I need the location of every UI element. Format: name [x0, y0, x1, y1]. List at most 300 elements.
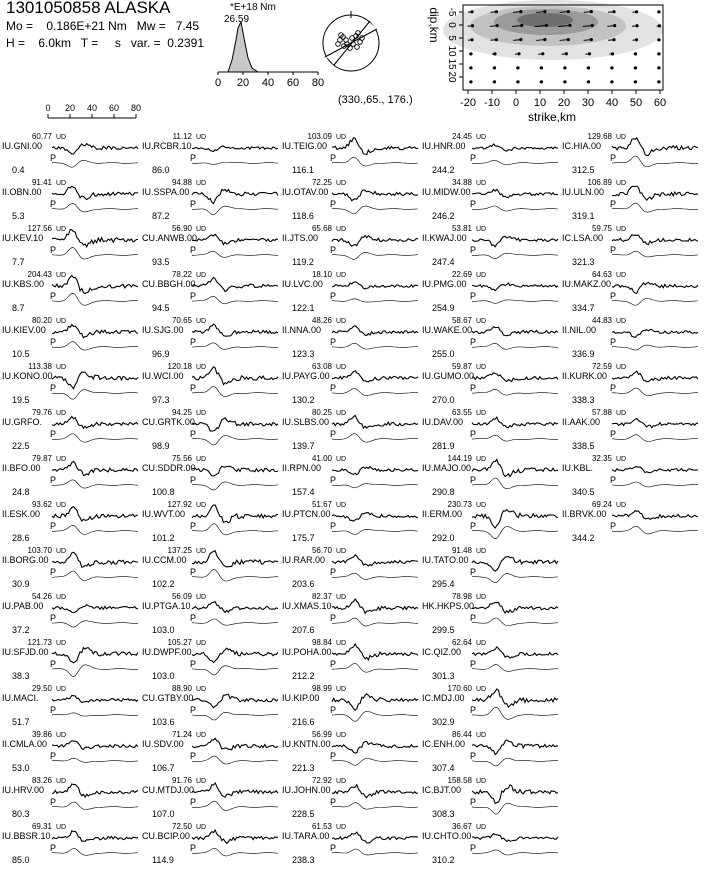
station-name: IU.DAV.00	[422, 417, 464, 427]
observed-waveform	[192, 738, 278, 750]
station-component: UD	[196, 318, 207, 325]
station-amplitude: 58.67	[451, 316, 472, 325]
station-azimuth: 22.5	[12, 441, 30, 451]
station-panel	[2, 592, 138, 635]
station-azimuth: 97.3	[152, 395, 170, 405]
station-panel	[422, 454, 558, 497]
synthetic-waveform	[332, 529, 418, 534]
station-component: UD	[476, 594, 487, 601]
station-component: UD	[476, 732, 487, 739]
stf-tick-label: 40	[261, 77, 275, 89]
station-phase: P	[50, 153, 57, 163]
station-phase: P	[330, 199, 337, 209]
station-phase: P	[470, 613, 477, 623]
observed-waveform	[52, 461, 138, 475]
observed-waveform	[472, 417, 558, 428]
station-phase: P	[190, 567, 197, 577]
station-phase: P	[190, 613, 197, 623]
station-phase: P	[50, 751, 57, 761]
station-component: UD	[336, 548, 347, 555]
station-amplitude: 48.26	[311, 316, 332, 325]
station-phase: P	[190, 797, 197, 807]
station-phase: P	[610, 153, 617, 163]
station-panel	[2, 178, 138, 221]
station-component: UD	[56, 594, 67, 601]
station-panel	[142, 178, 278, 221]
station-phase: P	[50, 429, 57, 439]
station-panel	[282, 592, 418, 635]
station-azimuth: 51.7	[12, 717, 30, 727]
station-azimuth: 292.0	[432, 533, 455, 543]
station-panel	[422, 224, 558, 267]
synthetic-waveform	[52, 621, 138, 627]
station-name: CU.GTBY.00	[142, 693, 194, 703]
synthetic-waveform	[472, 435, 558, 441]
station-name: IU.TATO.00	[422, 555, 469, 565]
station-phase: P	[190, 429, 197, 439]
observed-waveform	[332, 190, 418, 201]
station-azimuth: 102.2	[152, 579, 175, 589]
mechanism-label: (330.,65., 176.)	[338, 94, 413, 106]
station-panel	[2, 362, 138, 405]
synthetic-waveform	[472, 206, 558, 211]
station-amplitude: 71.24	[171, 730, 192, 739]
observed-waveform	[332, 236, 418, 247]
station-component: UD	[476, 318, 487, 325]
synthetic-waveform	[332, 252, 418, 259]
station-amplitude: 32.35	[591, 454, 612, 463]
station-panel	[142, 638, 278, 681]
station-panel	[2, 546, 138, 589]
station-component: UD	[196, 686, 207, 693]
station-azimuth: 93.5	[152, 257, 170, 267]
station-azimuth: 87.2	[152, 211, 170, 221]
synthetic-waveform	[52, 160, 138, 167]
station-panel	[562, 500, 698, 543]
station-azimuth: 116.1	[292, 165, 314, 175]
station-panel	[422, 684, 558, 727]
station-panel	[2, 500, 138, 543]
observed-waveform	[192, 277, 278, 291]
station-name: IU.KONO.00	[2, 371, 53, 381]
station-azimuth: 28.6	[12, 533, 30, 543]
station-component: UD	[616, 502, 627, 509]
station-component: UD	[476, 364, 487, 371]
station-phase: P	[330, 567, 337, 577]
station-panel	[562, 316, 698, 359]
station-phase: P	[330, 429, 337, 439]
slip-ytick: -5	[446, 7, 457, 17]
scale-tick-label: 60	[108, 103, 120, 113]
station-name: CU.BBGH.00	[142, 279, 196, 289]
synthetic-waveform	[332, 618, 418, 626]
observed-waveform	[612, 186, 698, 200]
station-phase: P	[470, 567, 477, 577]
station-name: IU.CHTO.00	[422, 831, 472, 841]
synthetic-waveform	[472, 803, 558, 814]
station-amplitude: 106.89	[587, 178, 612, 187]
observed-waveform	[192, 234, 278, 244]
station-phase: P	[470, 843, 477, 853]
station-phase: P	[330, 797, 337, 807]
station-azimuth: 338.3	[572, 395, 595, 405]
station-phase: P	[330, 843, 337, 853]
slip-ylabel: dip,km	[427, 7, 441, 43]
station-phase: P	[470, 521, 477, 531]
station-phase: P	[50, 291, 57, 301]
synthetic-waveform	[52, 758, 138, 762]
station-component: UD	[616, 410, 627, 417]
synthetic-waveform	[192, 435, 278, 445]
station-panel	[562, 224, 698, 267]
station-component: UD	[196, 226, 207, 233]
synthetic-waveform	[192, 524, 278, 535]
time-scale	[45, 103, 141, 118]
station-amplitude: 80.20	[31, 316, 52, 325]
station-azimuth: 103.6	[152, 717, 175, 727]
station-azimuth: 85.0	[12, 855, 30, 865]
station-amplitude: 120.18	[167, 362, 192, 371]
station-azimuth: 157.4	[292, 487, 315, 497]
station-phase: P	[50, 797, 57, 807]
observed-waveform	[472, 647, 558, 658]
station-component: UD	[616, 180, 627, 187]
station-amplitude: 65.68	[311, 224, 332, 233]
station-panel	[2, 132, 138, 175]
synthetic-waveform	[332, 299, 418, 302]
station-component: UD	[56, 364, 67, 371]
observed-waveform	[52, 741, 138, 750]
station-name: II.KWAJ.00	[422, 233, 467, 243]
synthetic-waveform	[612, 156, 698, 167]
synthetic-waveform	[52, 665, 138, 677]
observed-waveform	[192, 783, 278, 797]
slip-xtick: 30	[581, 97, 595, 109]
station-component: UD	[56, 226, 67, 233]
station-component: UD	[196, 364, 207, 371]
source-time-function	[215, 22, 324, 89]
observed-waveform	[472, 373, 558, 382]
station-azimuth: 107.0	[152, 809, 175, 819]
station-panel	[422, 270, 558, 313]
slip-map	[427, 0, 666, 124]
station-component: UD	[336, 640, 347, 647]
station-amplitude: 18.10	[311, 270, 332, 279]
station-amplitude: 86.44	[451, 730, 472, 739]
station-phase: P	[470, 429, 477, 439]
synthetic-waveform	[612, 203, 698, 212]
station-name: IU.SLBS.00	[282, 417, 330, 427]
synthetic-waveform	[52, 480, 138, 488]
station-amplitude: 56.70	[311, 546, 332, 555]
station-component: UD	[56, 134, 67, 141]
station-panel	[422, 546, 558, 589]
station-azimuth: 221.3	[292, 763, 315, 773]
station-azimuth: 281.9	[432, 441, 455, 451]
observed-waveform	[332, 282, 418, 289]
station-component: UD	[196, 180, 207, 187]
station-component: UD	[336, 318, 347, 325]
observed-waveform	[472, 740, 558, 755]
station-amplitude: 204.43	[27, 270, 52, 279]
station-panel	[142, 684, 278, 727]
station-amplitude: 78.98	[451, 592, 472, 601]
station-panel	[562, 178, 698, 221]
synthetic-waveform	[472, 758, 558, 765]
station-panel	[422, 822, 558, 865]
station-panel	[142, 500, 278, 543]
station-phase: P	[610, 245, 617, 255]
station-panel	[422, 776, 558, 819]
synthetic-waveform	[612, 482, 698, 487]
station-panel	[2, 270, 138, 313]
station-name: IU.BBSR.10	[2, 831, 51, 841]
station-component: UD	[196, 548, 207, 555]
synthetic-waveform	[472, 850, 558, 855]
synthetic-waveform	[332, 803, 418, 810]
station-amplitude: 230.73	[447, 500, 472, 509]
station-component: UD	[336, 502, 347, 509]
station-name: II.BFO.00	[2, 463, 41, 473]
station-name: IU.MIDW.00	[422, 187, 471, 197]
station-phase: P	[330, 383, 337, 393]
station-amplitude: 69.24	[591, 500, 612, 509]
stf-unit: *E+18 Nm	[230, 2, 276, 13]
station-component: UD	[616, 318, 627, 325]
station-name: II.BORG.00	[2, 555, 49, 565]
station-panel	[282, 546, 418, 589]
station-phase: P	[190, 245, 197, 255]
observed-waveform	[192, 694, 278, 708]
station-phase: P	[330, 291, 337, 301]
station-name: II.NNA.00	[282, 325, 322, 335]
station-component: UD	[476, 410, 487, 417]
synthetic-waveform	[52, 342, 138, 350]
scale-tick-label: 80	[130, 103, 142, 113]
synthetic-waveform	[192, 386, 278, 396]
station-phase: P	[470, 797, 477, 807]
synthetic-waveform	[332, 157, 418, 166]
synthetic-waveform	[612, 526, 698, 534]
station-azimuth: 290.8	[432, 487, 455, 497]
observed-waveform	[332, 741, 418, 753]
observed-waveform	[472, 557, 558, 572]
station-name: IU.POHA.00	[282, 647, 332, 657]
station-phase: P	[330, 521, 337, 531]
station-name: IU.GUMO.00	[422, 371, 475, 381]
station-amplitude: 72.59	[591, 362, 612, 371]
station-component: UD	[56, 272, 67, 279]
station-azimuth: 340.5	[572, 487, 595, 497]
station-component: UD	[336, 364, 347, 371]
station-phase: P	[190, 751, 197, 761]
station-azimuth: 37.2	[12, 625, 30, 635]
station-azimuth: 119.2	[292, 257, 314, 267]
station-azimuth: 114.9	[152, 855, 174, 865]
station-panel	[282, 776, 418, 819]
observed-waveform	[612, 282, 698, 293]
observed-waveform	[192, 324, 278, 336]
synthetic-waveform	[52, 390, 138, 400]
station-amplitude: 24.45	[451, 132, 472, 141]
station-panel	[282, 178, 418, 221]
station-panel	[282, 408, 418, 451]
station-component: UD	[336, 180, 347, 187]
station-panel	[422, 638, 558, 681]
synthetic-waveform	[332, 663, 418, 672]
station-component: UD	[476, 548, 487, 555]
synthetic-waveform	[52, 293, 138, 305]
station-name: IC.ENH.00	[422, 739, 466, 749]
station-name: IU.KIP.00	[282, 693, 320, 703]
synthetic-waveform	[332, 573, 418, 579]
station-name: IU.XMAS.10	[282, 601, 332, 611]
synthetic-waveform	[472, 253, 558, 259]
station-component: UD	[56, 824, 67, 831]
station-panel	[282, 730, 418, 773]
station-phase: P	[190, 521, 197, 531]
station-name: II.BRVK.00	[562, 509, 607, 519]
station-panel	[562, 362, 698, 405]
station-phase: P	[50, 199, 57, 209]
station-name: IU.OTAV.00	[282, 187, 329, 197]
station-name: IU.SDV.00	[142, 739, 184, 749]
synthetic-waveform	[472, 526, 558, 538]
station-azimuth: 319.1	[572, 211, 595, 221]
station-name: IU.GRFO.	[2, 417, 42, 427]
slip-xtick: 20	[557, 97, 571, 109]
stf-tick-label: 80	[311, 77, 325, 89]
observed-waveform	[52, 325, 138, 338]
station-phase: P	[330, 153, 337, 163]
station-amplitude: 91.48	[451, 546, 472, 555]
station-panel	[422, 178, 558, 221]
station-azimuth: 118.6	[292, 211, 314, 221]
observed-waveform	[332, 694, 418, 710]
station-azimuth: 238.3	[292, 855, 315, 865]
synthetic-waveform	[612, 345, 698, 350]
station-azimuth: 130.2	[292, 395, 315, 405]
slip-xtick: 60	[653, 97, 667, 109]
station-amplitude: 79.76	[31, 408, 52, 417]
slip-xtick: -20	[460, 97, 476, 109]
observed-waveform	[192, 146, 278, 151]
synthetic-waveform	[472, 707, 558, 719]
station-azimuth: 53.0	[12, 763, 30, 773]
synthetic-waveform	[192, 756, 278, 764]
station-azimuth: 19.5	[12, 395, 30, 405]
station-phase: P	[470, 659, 477, 669]
station-azimuth: 301.3	[432, 671, 455, 681]
station-azimuth: 310.2	[432, 855, 455, 865]
station-amplitude: 80.25	[311, 408, 332, 417]
station-component: UD	[196, 640, 207, 647]
station-amplitude: 70.65	[171, 316, 192, 325]
station-name: IU.ULN.00	[562, 187, 605, 197]
slip-ytick: 20	[446, 71, 457, 83]
station-panel	[422, 408, 558, 451]
station-name: II.JTS.00	[282, 233, 319, 243]
station-azimuth: 100.8	[152, 487, 175, 497]
synthetic-waveform	[472, 665, 558, 672]
station-component: UD	[56, 318, 67, 325]
station-amplitude: 44.83	[591, 316, 612, 325]
station-name: II.ERM.00	[422, 509, 463, 519]
station-azimuth: 175.7	[292, 533, 315, 543]
station-amplitude: 93.62	[31, 500, 52, 509]
station-azimuth: 302.9	[432, 717, 455, 727]
slip-xtick: 0	[512, 97, 520, 109]
station-component: UD	[336, 456, 347, 463]
station-phase: P	[330, 613, 337, 623]
synthetic-waveform	[192, 482, 278, 490]
station-component: UD	[476, 180, 487, 187]
station-component: UD	[56, 732, 67, 739]
synthetic-waveform	[192, 712, 278, 720]
synthetic-waveform	[612, 435, 698, 442]
station-name: IU.SFJD.00	[2, 647, 49, 657]
station-azimuth: 24.8	[12, 487, 30, 497]
station-azimuth: 299.5	[432, 625, 455, 635]
station-name: IU.PTGA.10	[142, 601, 191, 611]
station-phase: P	[330, 475, 337, 485]
station-phase: P	[470, 383, 477, 393]
station-azimuth: 30.9	[12, 579, 30, 589]
station-panel	[282, 270, 418, 313]
station-amplitude: 41.00	[311, 454, 332, 463]
station-azimuth: 295.4	[432, 579, 455, 589]
station-azimuth: 101.2	[152, 533, 175, 543]
synthetic-waveform	[192, 296, 278, 304]
synthetic-waveform	[52, 204, 138, 212]
observed-waveform	[192, 189, 278, 203]
station-component: UD	[336, 686, 347, 693]
observed-waveform	[52, 831, 138, 842]
station-phase: P	[190, 337, 197, 347]
station-name: II.OBN.00	[2, 187, 42, 197]
station-phase: P	[610, 475, 617, 485]
station-azimuth: 270.0	[432, 395, 455, 405]
station-panel	[562, 408, 698, 451]
station-azimuth: 246.2	[432, 211, 455, 221]
observed-waveform	[332, 555, 418, 566]
station-amplitude: 82.37	[311, 592, 332, 601]
station-amplitude: 72.50	[171, 822, 192, 831]
synthetic-waveform	[52, 571, 138, 581]
station-azimuth: 8.7	[12, 303, 25, 313]
station-phase: P	[330, 751, 337, 761]
station-component: UD	[56, 640, 67, 647]
station-name: IU.TEIG.00	[282, 141, 328, 151]
slip-xlabel: strike,km	[528, 110, 576, 124]
station-panel	[2, 776, 138, 819]
station-amplitude: 39.86	[31, 730, 52, 739]
station-amplitude: 121.73	[27, 638, 52, 647]
station-azimuth: 321.3	[572, 257, 595, 267]
station-amplitude: 56.90	[171, 224, 192, 233]
station-name: II.NIL.00	[562, 325, 597, 335]
station-amplitude: 56.99	[311, 730, 332, 739]
stf-tick-label: 0	[214, 77, 222, 89]
station-name: CU.GRTK.00	[142, 417, 195, 427]
station-component: UD	[476, 778, 487, 785]
station-panel	[2, 454, 138, 497]
station-amplitude: 53.81	[451, 224, 472, 233]
station-name: IU.KBL.	[562, 463, 594, 473]
observed-waveform	[472, 189, 558, 197]
observed-waveform	[472, 327, 558, 336]
station-panel	[2, 224, 138, 267]
